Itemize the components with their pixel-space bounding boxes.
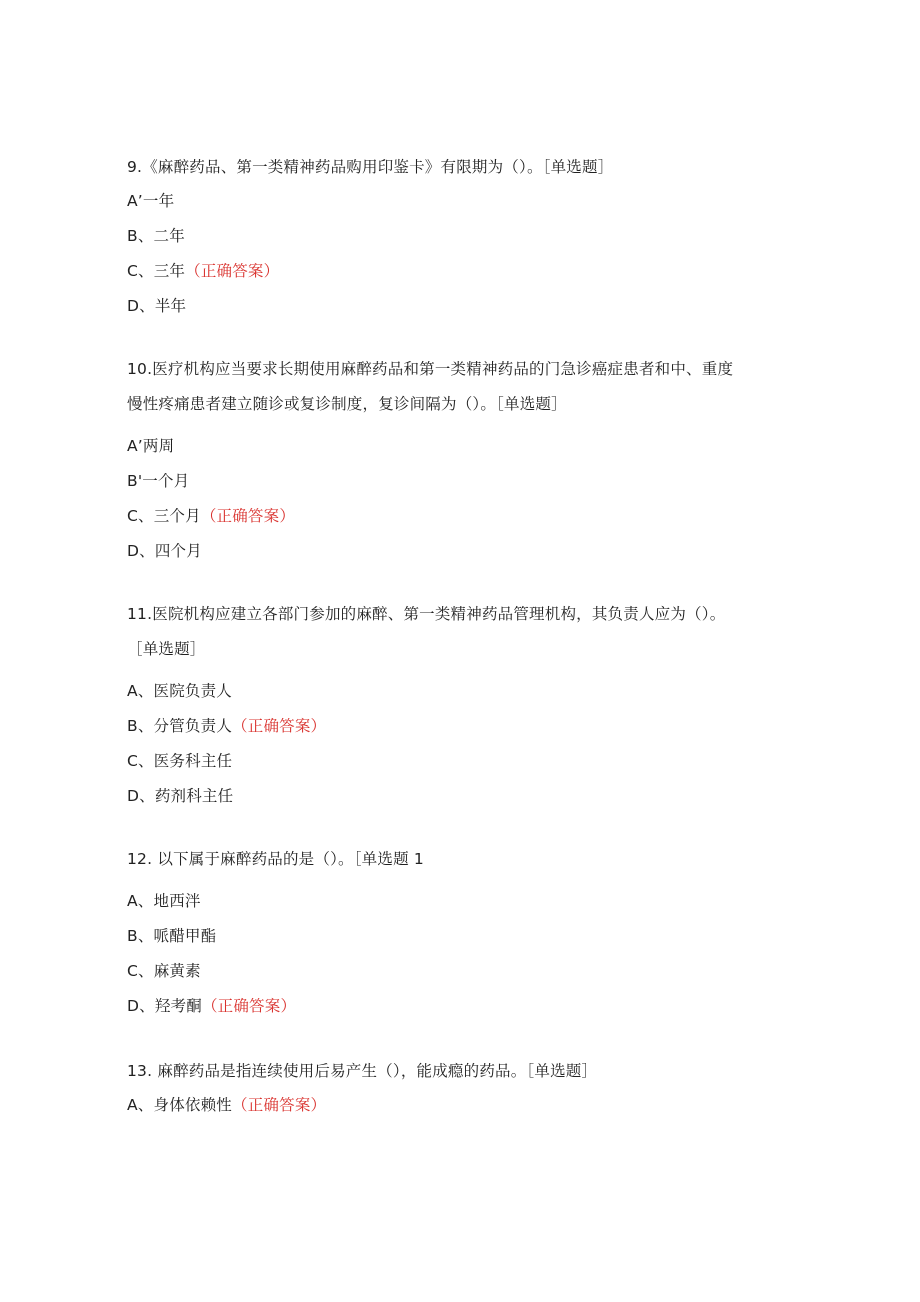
question-13-option-a: A、身体依赖性（正确答案） [127,1096,327,1114]
correct-answer-mark: （正确答案） [185,262,280,280]
question-9-option-d: D、半年 [127,297,187,315]
correct-answer-mark: （正确答案） [201,997,297,1015]
question-11-stem-line-1: 11.医院机构应建立各部门参加的麻醉、第一类精神药品管理机构，其负责人应为（）。 [127,605,726,623]
question-12-stem: 12. 以下属于麻醉药品的是（）。［单选题 1 [127,850,424,868]
question-9-option-a: A’一年 [127,192,175,210]
question-11-option-d: D、药剂科主任 [127,787,234,805]
question-10-stem-line-1: 10.医疗机构应当要求长期使用麻醉药品和第一类精神药品的门急诊癌症患者和中、重度 [127,360,734,378]
question-13-stem: 13. 麻醉药品是指连续使用后易产生（），能成瘾的药品。［单选题］ [127,1062,598,1080]
question-11-option-c: C、医务科主任 [127,752,233,770]
question-9-stem: 9.《麻醉药品、第一类精神药品购用印鉴卡》有限期为（）。［单选题］ [127,158,614,176]
question-11-stem-line-2: ［单选题］ [127,640,206,658]
question-10-stem-line-2: 慢性疼痛患者建立随诊或复诊制度，复诊间隔为（）。［单选题］ [127,395,567,413]
correct-answer-mark: （正确答案） [232,1096,327,1114]
question-10-option-d: D、四个月 [127,542,202,560]
question-10-option-c: C、三个月（正确答案） [127,507,296,525]
question-11-option-b: B、分管负责人（正确答案） [127,717,327,735]
question-10-option-b: B'一个月 [127,472,190,490]
question-9-option-c: C、三年（正确答案） [127,262,280,280]
question-11-option-a: A、医院负责人 [127,682,233,700]
question-12-option-a: A、地西泮 [127,892,201,910]
correct-answer-mark: （正确答案） [200,507,296,525]
question-12-option-d: D、羟考酮（正确答案） [127,997,297,1015]
correct-answer-mark: （正确答案） [232,717,327,735]
question-9-option-b: B、二年 [127,227,185,245]
question-10-option-a: A’两周 [127,437,175,455]
question-12-option-b: B、哌醋甲酯 [127,927,217,945]
question-12-option-c: C、麻黄素 [127,962,201,980]
